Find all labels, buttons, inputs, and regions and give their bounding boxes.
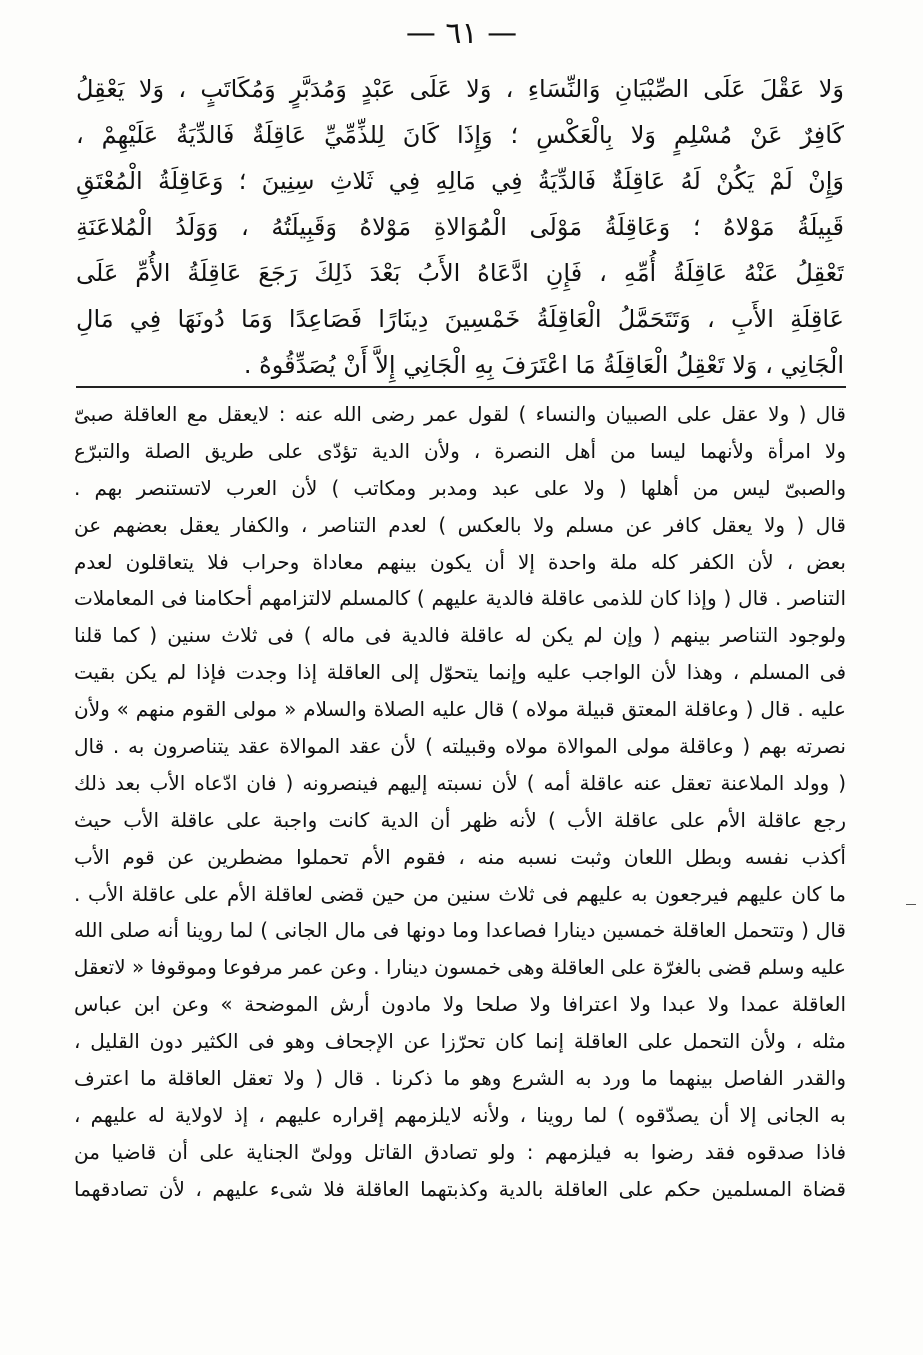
commentary-line: ما كان عليهم فيرجعون به عليهم فى ثلاث سنين من حين قضى لعاقلة الأم على عاقلة الأب . [74, 881, 846, 906]
commentary-line: ولا امرأة ولأنهما ليسا من أهل النصرة ، ولأن الدية تؤدّى على طريق الصلة والتبرّع [74, 438, 846, 463]
matn-line: الْجَانِي ، وَلا تَعْقِلُ الْعَاقِلَةُ مَا اعْتَرَفَ بِهِ الْجَانِي إِلاَّ أَنْ يُصَدِّقُوهُ . [243, 351, 844, 379]
commentary-line: به الجانى إلا أن يصدّقوه ) لما روينا ، ولأنه لايلزمهم إقراره عليهم ، إذ لاولاية له عليهم ، [74, 1102, 846, 1127]
commentary-line: فى المسلم ، وهذا لأن الواجب عليه وإنما يتحوّل إلى العاقلة إذا وجدت فإذا لم يكن بقيت [74, 660, 846, 685]
commentary-line: قال ( وتتحمل العاقلة خمسين دينارا فصاعدا وما دونها فى مال الجانى ) لما روينا أنه صلى الله [74, 918, 846, 943]
commentary-line: نصرته بهم ( وعاقلة مولى الموالاة مولاه وقبيلته ) لأن عقد الموالاة عقد يتناصرون به . قال [74, 734, 846, 759]
matn-line: وَلا عَقْلَ عَلَى الصِّبْيَانِ وَالنِّسَاءِ ، وَلا عَلَى عَبْدٍ وَمُدَبَّرٍ وَمُكَاتَبٍ ، وَلا يَعْقِلُ [76, 75, 844, 103]
matn-line: وَإِنْ لَمْ يَكُنْ لَهُ عَاقِلَةٌ فَالدِّيَةُ فِي مَالِهِ فِي ثَلاثِ سِنِينَ ؛ وَعَاقِلَةُ الْمُعْتَقِ [76, 167, 844, 195]
commentary-line: عليه وسلم قضى بالغرّة على العاقلة وهى خمسون دينارا . وعن عمر مرفوعا وموقوفا « لاتعقل [74, 955, 846, 980]
commentary-line: ولوجود التناصر بينهم ( وإن لم يكن له عاقلة فالدية فى ماله ) فى ثلاث سنين ( كما قلنا [74, 623, 846, 648]
matn-text-block [76, 66, 844, 388]
page-number: — ٦١ — [405, 16, 518, 51]
commentary-line: أكذب نفسه وبطل اللعان وثبت نسبه منه ، فقوم الأم تحملوا مضطرين عن قوم الأب [74, 844, 846, 869]
commentary-line: فاذا صدقوه فقد رضوا به فيلزمهم : ولو تصادق القاتل وولىّ الجناية على أن قاضيا من [74, 1139, 846, 1164]
commentary-line: قال ( ولا يعقل كافر عن مسلم ولا بالعكس ) لعدم التناصر ، والكفار يعقل بعضهم عن [74, 512, 846, 537]
commentary-line: والصبىّ ليس من أهلها ( ولا على عبد ومدبر ومكاتب ) لأن العرب لاتستنصر بهم . [74, 475, 846, 500]
matn-line: تَعْقِلُ عَنْهُ عَاقِلَةُ أُمِّهِ ، فَإِنِ ادَّعَاهُ الأَبُ بَعْدَ ذَلِكَ رَجَعَ عَاقِلَةُ الأُمِّ عَلَى [76, 259, 844, 287]
section-divider [76, 386, 846, 388]
commentary-text-block [74, 396, 846, 1208]
commentary-line: بعض ، لأن الكفر كله ملة واحدة إلا أن يكون بينهم معاداة وحراب فلا يتعاقلون لعدم [74, 549, 846, 574]
commentary-line: التناصر . قال ( وإذا كان للذمى عاقلة فالدية عليهم ) كالمسلم لالتزامهم أحكامنا فى المعاملات [74, 586, 846, 611]
commentary-line: والقدر الفاصل بينهما ما ورد به الشرع وهو ما ذكرنا . قال ( ولا تعقل العاقلة ما اعترف [74, 1066, 846, 1091]
commentary-line: قال ( ولا عقل على الصبيان والنساء ) لقول عمر رضى الله عنه : لايعقل مع العاقلة صبىّ [74, 402, 846, 426]
margin-mark [906, 904, 916, 905]
matn-line: قَبِيلَةُ مَوْلاهُ ؛ وَعَاقِلَةُ مَوْلَى الْمُوَالاةِ مَوْلاهُ وَقَبِيلَتُهُ ، وَوَلَدُ الْمُلاعَنَةِ [76, 213, 844, 241]
commentary-line: ( وولد الملاعنة تعقل عنه عاقلة أمه ) لأن نسبته إليهم فينصرونه ( فان ادّعاه الأب بعد ذلك [74, 770, 846, 795]
commentary-line: مثله ، ولأن التحمل على العاقلة إنما كان تحرّزا عن الإجحاف وهو فى الكثير دون القليل ، [74, 1029, 846, 1054]
matn-line: عَاقِلَةِ الأَبِ ، وَتَتَحَمَّلُ الْعَاقِلَةُ خَمْسِينَ دِينَارًا فَصَاعِدًا وَمَا دُونَهَا فِي مَالِ [76, 305, 844, 333]
commentary-line: العاقلة عمدا ولا عبدا ولا اعترافا ولا صلحا ولا مادون أرش الموضحة » وعن ابن عباس [74, 992, 846, 1017]
matn-line: كَافِرٌ عَنْ مُسْلِمٍ وَلا بِالْعَكْسِ ؛ وَإِذَا كَانَ لِلذِّمِّيِّ عَاقِلَةٌ فَالدِّيَةُ عَلَيْهِمْ ، [76, 121, 844, 149]
commentary-line: عليه . قال ( وعاقلة المعتق قبيلة مولاه ) قال عليه الصلاة والسلام « مولى القوم منهم » ولأن [74, 697, 846, 722]
commentary-line: رجع عاقلة الأم على عاقلة الأب ) لأنه ظهر أن الدية كانت واجبة على عاقلة الأب حيث [74, 807, 846, 832]
commentary-line: قضاة المسلمين حكم على العاقلة بالدية وكذبتهما العاقلة فلا شىء عليهم ، لأن تصادقهما [74, 1176, 846, 1201]
